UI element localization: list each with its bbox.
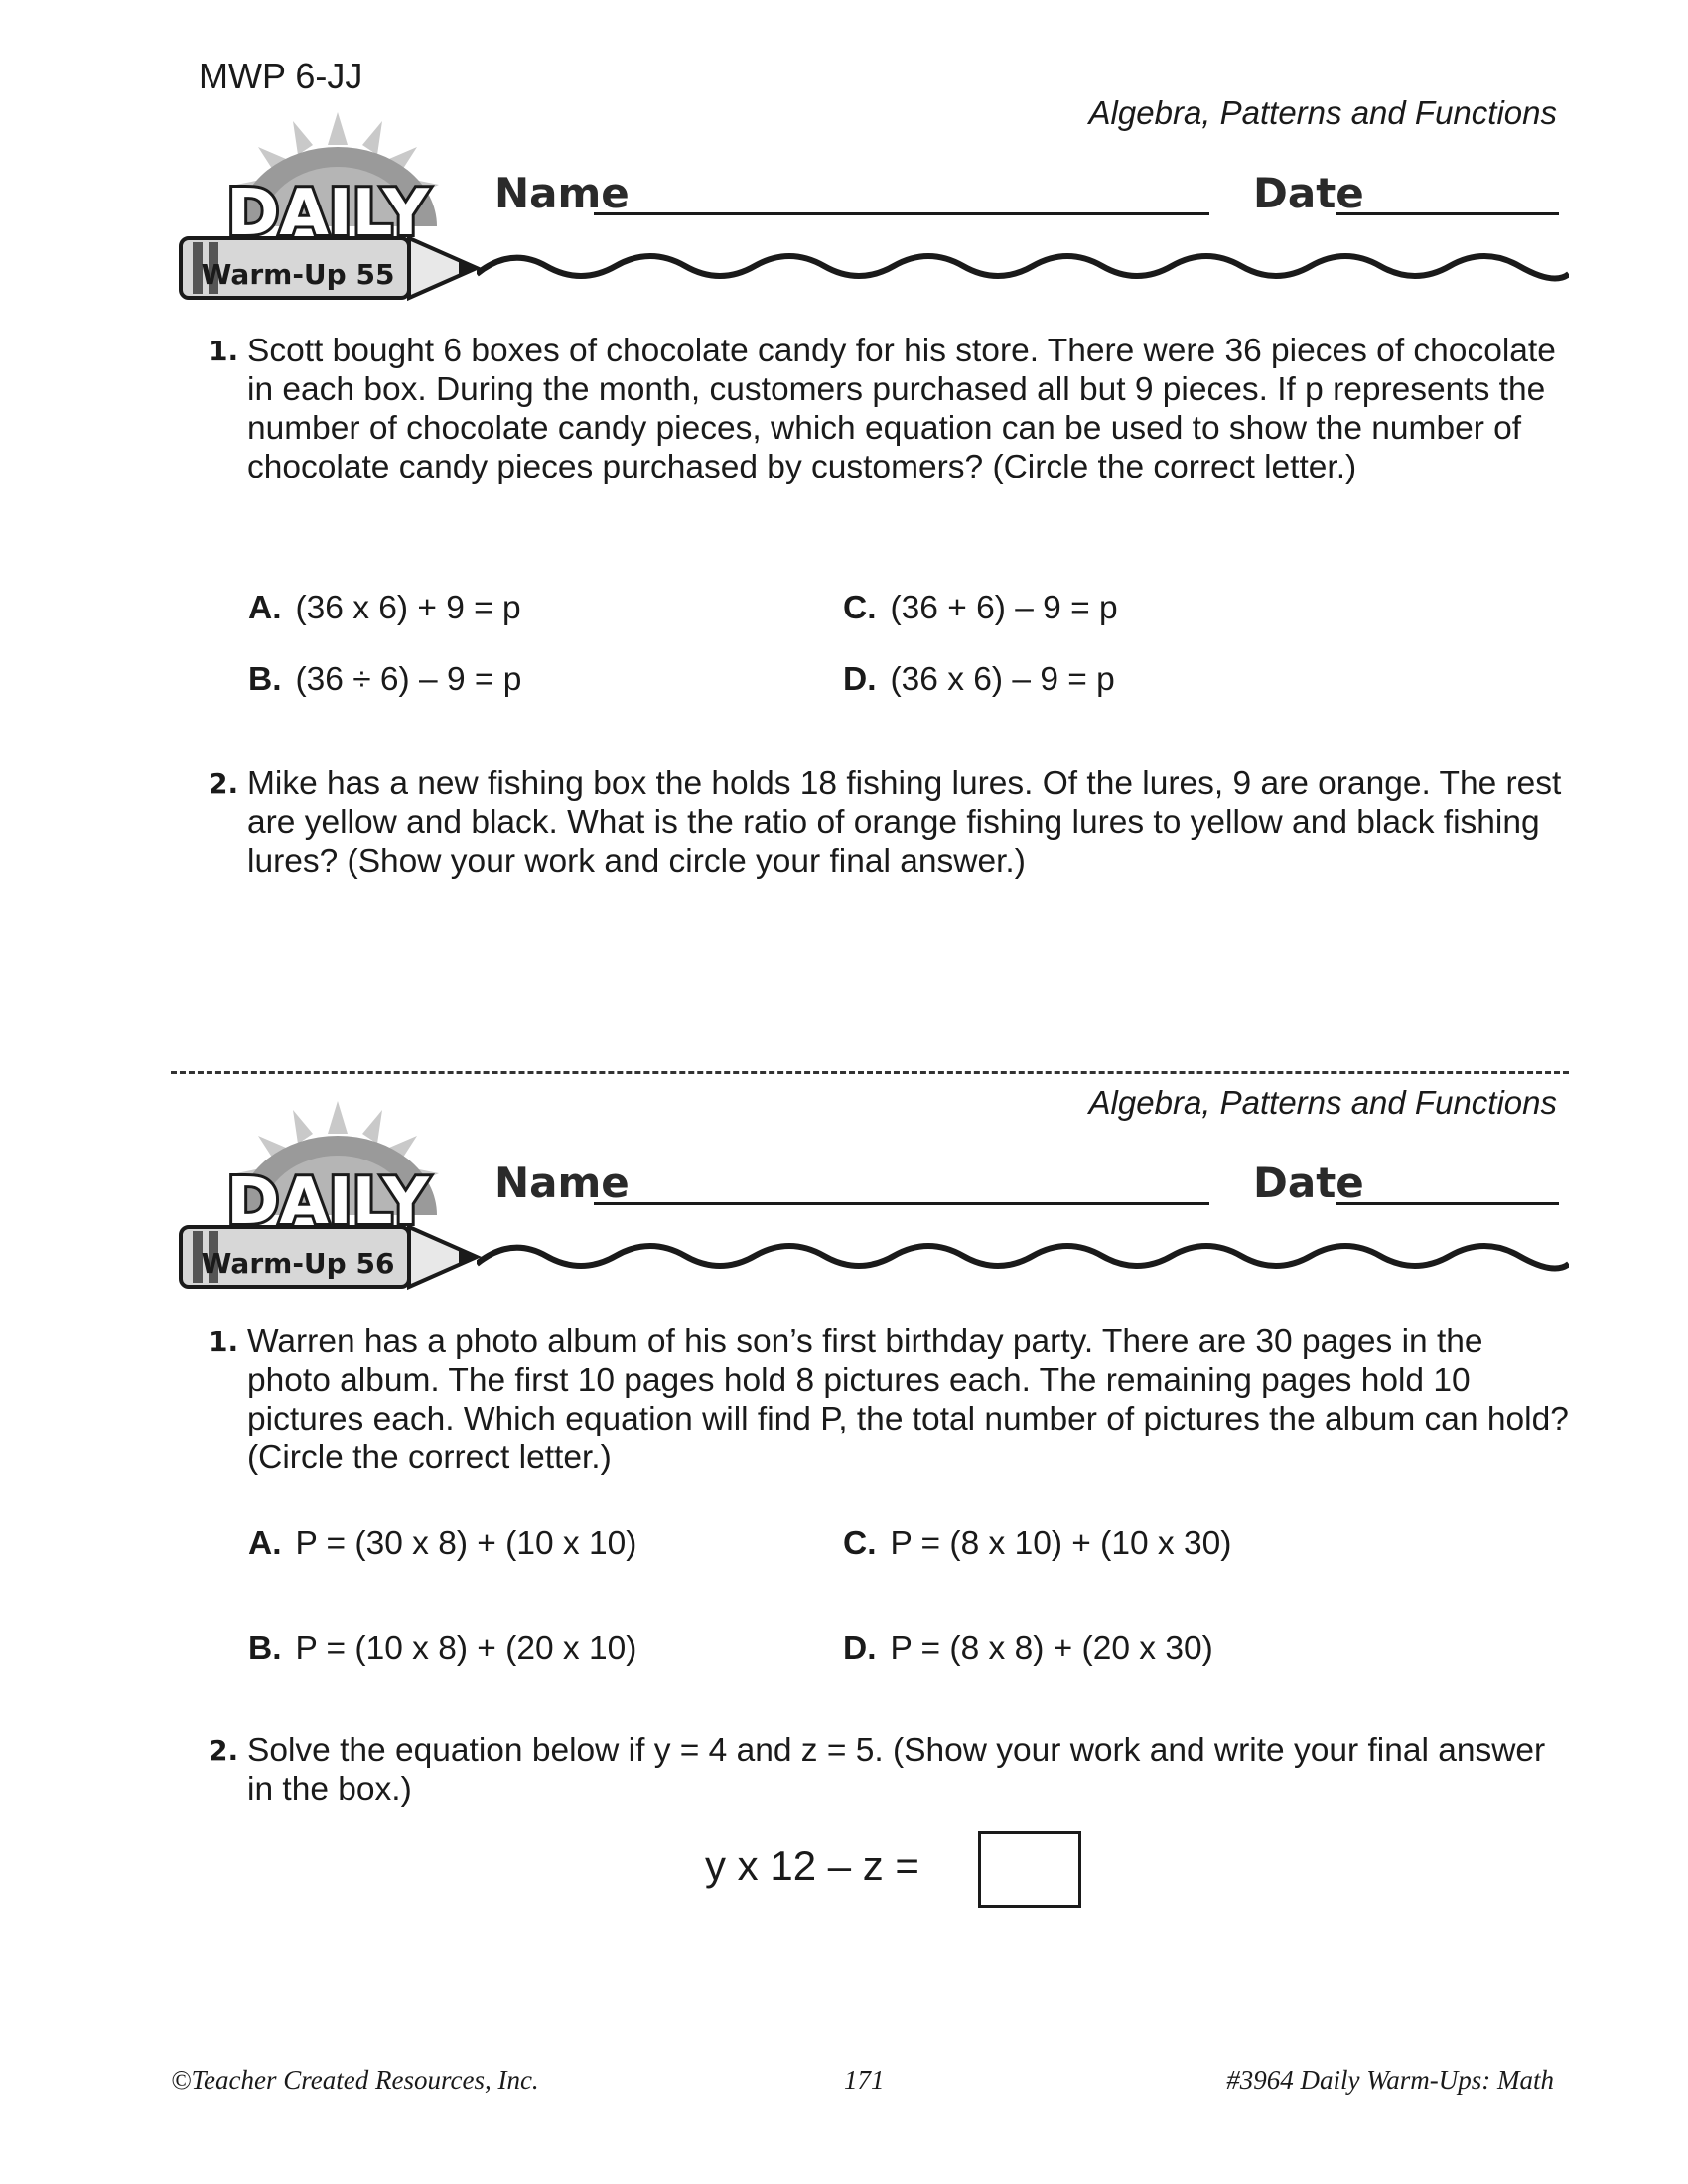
question-number: 2. xyxy=(209,1734,239,1767)
name-field[interactable] xyxy=(594,1202,1209,1205)
question-text: Mike has a new fishing box the holds 18 fishing lures. Of the lures, 9 are orange. The rest are yellow and black. What is the ratio of orange fishing lures to yellow and black fishing lures? (Show your work and circle your final answer.) xyxy=(247,765,1562,880)
daily-warmup-logo xyxy=(179,107,496,306)
daily-warmup-logo xyxy=(179,1096,496,1295)
name-label: Name xyxy=(494,169,630,217)
question-number: 2. xyxy=(209,767,239,800)
logo-subtitle: Warm-Up 56 xyxy=(201,1247,395,1280)
answer-option-c[interactable]: C. P = (8 x 10) + (10 x 30) xyxy=(843,1525,1232,1562)
topic-label: Algebra, Patterns and Functions xyxy=(1088,94,1557,131)
topic-label: Algebra, Patterns and Functions xyxy=(1088,1084,1557,1121)
logo-word: DAILY xyxy=(226,177,429,250)
question-2 xyxy=(209,1731,1569,1809)
cut-line xyxy=(171,1071,1569,1074)
question-number: 1. xyxy=(209,1325,239,1358)
answer-option-d[interactable]: D. (36 x 6) – 9 = p xyxy=(843,661,1115,698)
question-1 xyxy=(209,1322,1569,1477)
footer-book-title: #3964 Daily Warm-Ups: Math xyxy=(1226,2065,1554,2095)
name-field[interactable] xyxy=(594,212,1209,215)
date-field[interactable] xyxy=(1336,1202,1559,1205)
question-text: Solve the equation below if y = 4 and z = 5. (Show your work and write your final answer in the box.) xyxy=(247,1732,1546,1808)
answer-option-d[interactable]: D. P = (8 x 8) + (20 x 30) xyxy=(843,1630,1213,1667)
answer-option-b[interactable]: B. P = (10 x 8) + (20 x 10) xyxy=(248,1630,637,1667)
equation: y x 12 – z = xyxy=(705,1843,919,1889)
wavy-divider xyxy=(477,1236,1569,1276)
date-label: Date xyxy=(1253,169,1364,217)
wavy-divider xyxy=(477,246,1569,286)
name-label: Name xyxy=(494,1159,630,1207)
logo-word: DAILY xyxy=(226,1165,429,1239)
question-text: Warren has a photo album of his son’s first birthday party. There are 30 pages in the photo album. The first 10 pages hold 8 pictures each. The remaining pages hold 10 pictures each. Which equation will find P, the total number of pictures the album can hold? (Circle the correct letter.) xyxy=(247,1323,1569,1476)
answer-option-a[interactable]: A. P = (30 x 8) + (10 x 10) xyxy=(248,1525,637,1562)
answer-option-c[interactable]: C. (36 + 6) – 9 = p xyxy=(843,590,1118,626)
question-text: Scott bought 6 boxes of chocolate candy for his store. There were 36 pieces of chocolate in each box. During the month, customers purchased all but 9 pieces. If p represents the number of chocolate candy pieces, which equation can be used to show the number of chocolate candy pieces purchased by customers? (Circle the correct letter.) xyxy=(247,333,1556,485)
footer-publisher: ©Teacher Created Resources, Inc. xyxy=(171,2065,539,2095)
question-1 xyxy=(209,332,1569,486)
answer-option-a[interactable]: A. (36 x 6) + 9 = p xyxy=(248,590,521,626)
answer-box[interactable] xyxy=(978,1831,1081,1908)
footer-page-number: 171 xyxy=(844,2065,885,2095)
logo-subtitle: Warm-Up 55 xyxy=(201,258,395,291)
question-number: 1. xyxy=(209,335,239,367)
date-field[interactable] xyxy=(1336,212,1559,215)
date-label: Date xyxy=(1253,1159,1364,1207)
answer-option-b[interactable]: B. (36 ÷ 6) – 9 = p xyxy=(248,661,522,698)
question-2 xyxy=(209,764,1569,881)
page-code: MWP 6-JJ xyxy=(199,56,363,96)
